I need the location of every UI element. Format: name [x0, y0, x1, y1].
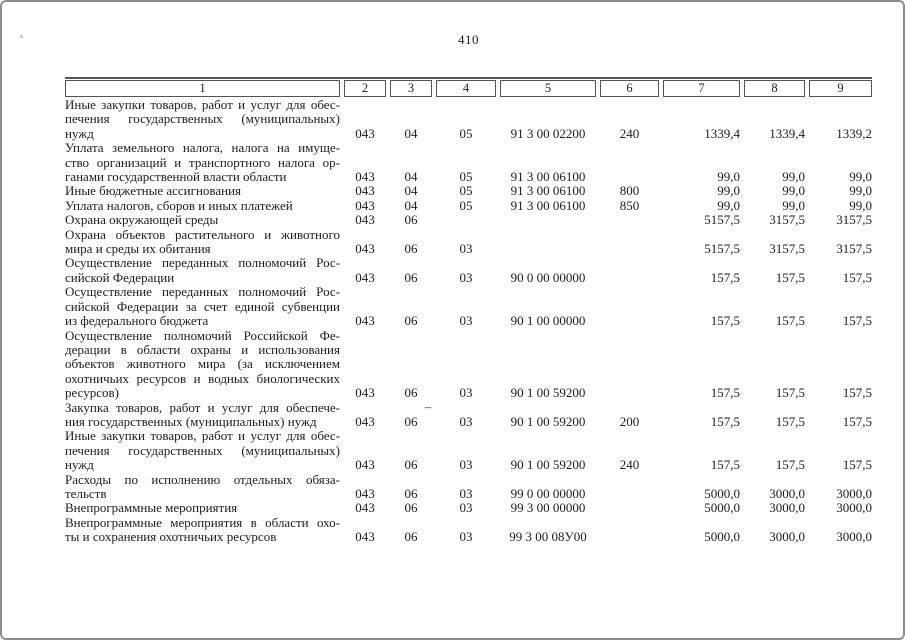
- cell-col5: 91 3 00 06100: [510, 183, 586, 199]
- cell-col9: 3157,5: [836, 212, 872, 228]
- header-cell-9: 9: [809, 80, 872, 97]
- row-name-line: ния государственных (муниципальных) нужд: [65, 413, 317, 429]
- row-name-cell: [65, 256, 342, 285]
- cell-col2: 043: [355, 485, 375, 501]
- cell-col5: 91 3 00 06100: [510, 197, 586, 213]
- cell-col7: 157,5: [710, 269, 740, 285]
- cell-col5: 99 3 00 08У00: [509, 529, 587, 545]
- row-name-line: ресурсов): [65, 385, 119, 401]
- cell-col3: 04: [404, 125, 418, 141]
- scan-artifact-dot: [20, 35, 23, 38]
- row-name-line: ство организаций и транспортного налога ор-: [65, 154, 340, 170]
- cell-col4: 05: [459, 169, 473, 185]
- cell-col9: 157,5: [842, 313, 872, 329]
- cell-col7: 5000,0: [704, 500, 740, 516]
- row-name-line: сийской Федерации: [65, 269, 175, 285]
- cell-col9: 1339,2: [836, 125, 872, 141]
- cell-col8: 157,5: [775, 269, 805, 285]
- cell-col3: 06: [404, 385, 418, 401]
- cell-col2: 043: [355, 169, 375, 185]
- table-row: [65, 516, 872, 545]
- row-name-cell: [65, 98, 342, 141]
- cell-col8: 3157,5: [769, 241, 805, 257]
- cell-col6: 200: [619, 413, 640, 429]
- cell-col7: 5000,0: [704, 529, 740, 545]
- cell-col5: 90 1 00 00000: [510, 313, 586, 329]
- table-row: [65, 329, 872, 401]
- cell-col9: 157,5: [842, 413, 872, 429]
- cell-col2: 043: [355, 457, 375, 473]
- row-name-cell: [65, 329, 342, 401]
- cell-col5: 90 0 00 00000: [510, 269, 586, 285]
- table-row: [65, 401, 872, 430]
- cell-col5: 91 3 00 06100: [510, 169, 586, 185]
- row-name-line: Иные закупки товаров, работ и услуг для обес-: [65, 97, 340, 112]
- table-row: [65, 141, 872, 184]
- cell-col9: 99,0: [849, 183, 872, 199]
- row-name-line: объектов животного мира (за исключением: [65, 356, 340, 372]
- table-row: [65, 473, 872, 502]
- cell-col8: 3000,0: [769, 500, 805, 516]
- cell-col8: 99,0: [782, 183, 805, 199]
- cell-col7: 5157,5: [704, 212, 740, 228]
- cell-col5: 90 1 00 59200: [510, 413, 586, 429]
- row-name-line: нужд: [65, 457, 94, 473]
- cell-col9: 157,5: [842, 457, 872, 473]
- cell-col2: 043: [355, 500, 375, 516]
- table-row: [65, 256, 872, 285]
- table-row: [65, 228, 872, 257]
- cell-col3: 06: [404, 457, 418, 473]
- cell-col5: 90 1 00 59200: [510, 457, 586, 473]
- cell-col4: 05: [459, 197, 473, 213]
- cell-col9: 3000,0: [836, 529, 872, 545]
- table-top-rule: [65, 77, 872, 79]
- cell-col8: 157,5: [775, 413, 805, 429]
- cell-col2: 043: [355, 385, 375, 401]
- row-name-cell: [65, 184, 342, 198]
- cell-col7: 157,5: [710, 413, 740, 429]
- cell-col3: 06: [404, 485, 418, 501]
- row-name-line: Внепрограммные мероприятия в области охо-: [65, 514, 340, 530]
- header-cell-7: 7: [663, 80, 740, 97]
- cell-col8: 99,0: [782, 169, 805, 185]
- cell-col9: 99,0: [849, 197, 872, 213]
- header-cell-1: 1: [65, 80, 340, 97]
- row-name-line: Осуществление полномочий Российской Фе-: [65, 327, 340, 343]
- row-name-cell: [65, 228, 342, 257]
- cell-col9: 3000,0: [836, 485, 872, 501]
- row-name-line: мира и среды их обитания: [65, 241, 211, 257]
- row-name-line: Уплата налогов, сборов и иных платежей: [65, 197, 293, 213]
- cell-col2: 043: [355, 529, 375, 545]
- table-row: [65, 213, 872, 227]
- cell-col5: 99 0 00 00000: [510, 485, 586, 501]
- table-row: [65, 429, 872, 472]
- cell-col3: 04: [404, 197, 418, 213]
- row-name-line: Осуществление переданных полномочий Рос-: [65, 284, 340, 300]
- row-name-line: дерации в области охраны и использования: [65, 341, 340, 357]
- cell-col3: 04: [404, 169, 418, 185]
- row-name-line: ты и сохранения охотничьих ресурсов: [65, 529, 277, 545]
- cell-col4: 03: [459, 313, 473, 329]
- row-name-line: ганами государственной власти области: [65, 169, 287, 185]
- row-name-line: Иные бюджетные ассигнования: [65, 183, 242, 199]
- cell-col5: 99 3 00 00000: [510, 500, 586, 516]
- row-name-cell: [65, 516, 342, 545]
- cell-col7: 157,5: [710, 457, 740, 473]
- row-name-cell: [65, 501, 342, 515]
- row-name-cell: [65, 285, 342, 328]
- table-row: [65, 98, 872, 141]
- row-name-cell: [65, 429, 342, 472]
- row-name-line: Закупка товаров, работ и услуг для обеспече-: [65, 399, 340, 415]
- cell-col3: 06: [404, 212, 418, 228]
- cell-col8: 157,5: [775, 313, 805, 329]
- cell-col8: 1339,4: [769, 125, 805, 141]
- cell-col8: 3000,0: [769, 529, 805, 545]
- cell-col3: 04: [404, 183, 418, 199]
- row-name-line: Внепрограммные мероприятия: [65, 500, 238, 516]
- cell-col3: 06: [404, 413, 418, 429]
- cell-col4: 03: [459, 485, 473, 501]
- row-name-line: Охрана объектов растительного и животного: [65, 226, 340, 242]
- cell-col4: 03: [459, 413, 473, 429]
- cell-col7: 1339,4: [704, 125, 740, 141]
- cell-col6: 850: [619, 197, 640, 213]
- row-name-line: Иные закупки товаров, работ и услуг для обес-: [65, 428, 340, 444]
- row-name-cell: [65, 199, 342, 213]
- row-name-line: Охрана окружающей среды: [65, 212, 219, 228]
- scan-artifact-dash: –: [424, 399, 432, 414]
- cell-col2: 043: [355, 125, 375, 141]
- cell-col7: 5000,0: [704, 485, 740, 501]
- cell-col2: 043: [355, 413, 375, 429]
- cell-col7: 157,5: [710, 313, 740, 329]
- row-name-line: печения государственных (муниципальных): [65, 442, 340, 458]
- cell-col4: 03: [459, 269, 473, 285]
- cell-col8: 3000,0: [769, 485, 805, 501]
- cell-col7: 5157,5: [704, 241, 740, 257]
- row-name-line: Уплата земельного налога, налога на имуще-: [65, 140, 340, 156]
- cell-col7: 99,0: [717, 197, 740, 213]
- header-cell-4: 4: [436, 80, 496, 97]
- cell-col4: 03: [459, 529, 473, 545]
- table-header-row: [65, 80, 872, 96]
- cell-col9: 99,0: [849, 169, 872, 185]
- cell-col8: 3157,5: [769, 212, 805, 228]
- cell-col5: 90 1 00 59200: [510, 385, 586, 401]
- cell-col3: 06: [404, 529, 418, 545]
- cell-col2: 043: [355, 269, 375, 285]
- cell-col3: 06: [404, 313, 418, 329]
- table-row: [65, 199, 872, 213]
- page-number: 410: [458, 32, 479, 47]
- row-name-line: Расходы по исполнению отдельных обяза-: [65, 471, 340, 487]
- cell-col9: 157,5: [842, 385, 872, 401]
- row-name-line: из федерального бюджета: [65, 313, 209, 329]
- table-row: [65, 184, 872, 198]
- table-row: [65, 285, 872, 328]
- cell-col9: 157,5: [842, 269, 872, 285]
- cell-col8: 157,5: [775, 385, 805, 401]
- cell-col2: 043: [355, 197, 375, 213]
- cell-col9: 3157,5: [836, 241, 872, 257]
- cell-col3: 06: [404, 241, 418, 257]
- row-name-line: Осуществление переданных полномочий Рос-: [65, 255, 340, 271]
- table-body: [65, 98, 872, 545]
- cell-col8: 99,0: [782, 197, 805, 213]
- cell-col4: 05: [459, 183, 473, 199]
- row-name-cell: [65, 401, 342, 430]
- row-name-cell: [65, 213, 342, 227]
- cell-col2: 043: [355, 212, 375, 228]
- budget-table: [65, 77, 872, 545]
- header-cell-6: 6: [600, 80, 659, 97]
- cell-col2: 043: [355, 183, 375, 199]
- cell-col3: 06: [404, 500, 418, 516]
- cell-col4: 03: [459, 500, 473, 516]
- row-name-line: нужд: [65, 125, 94, 141]
- header-cell-2: 2: [344, 80, 386, 97]
- cell-col8: 157,5: [775, 457, 805, 473]
- cell-col4: 03: [459, 241, 473, 257]
- header-cell-5: 5: [500, 80, 596, 97]
- row-name-line: печения государственных (муниципальных): [65, 111, 340, 127]
- cell-col7: 99,0: [717, 183, 740, 199]
- row-name-line: тельств: [65, 485, 107, 501]
- cell-col6: 800: [619, 183, 640, 199]
- row-name-cell: [65, 141, 342, 184]
- cell-col6: 240: [619, 457, 640, 473]
- cell-col4: 03: [459, 457, 473, 473]
- cell-col7: 99,0: [717, 169, 740, 185]
- cell-col6: 240: [619, 125, 640, 141]
- cell-col2: 043: [355, 313, 375, 329]
- row-name-cell: [65, 473, 342, 502]
- row-name-line: сийской Федерации за счет единой субвенции: [65, 298, 340, 314]
- cell-col4: 05: [459, 125, 473, 141]
- cell-col2: 043: [355, 241, 375, 257]
- cell-col9: 3000,0: [836, 500, 872, 516]
- cell-col3: 06: [404, 269, 418, 285]
- cell-col7: 157,5: [710, 385, 740, 401]
- header-cell-3: 3: [390, 80, 432, 97]
- cell-col4: 03: [459, 385, 473, 401]
- row-name-line: охотничьих ресурсов и водных биологических: [65, 370, 340, 386]
- table-row: [65, 501, 872, 515]
- cell-col5: 91 3 00 02200: [510, 125, 586, 141]
- header-cell-8: 8: [744, 80, 805, 97]
